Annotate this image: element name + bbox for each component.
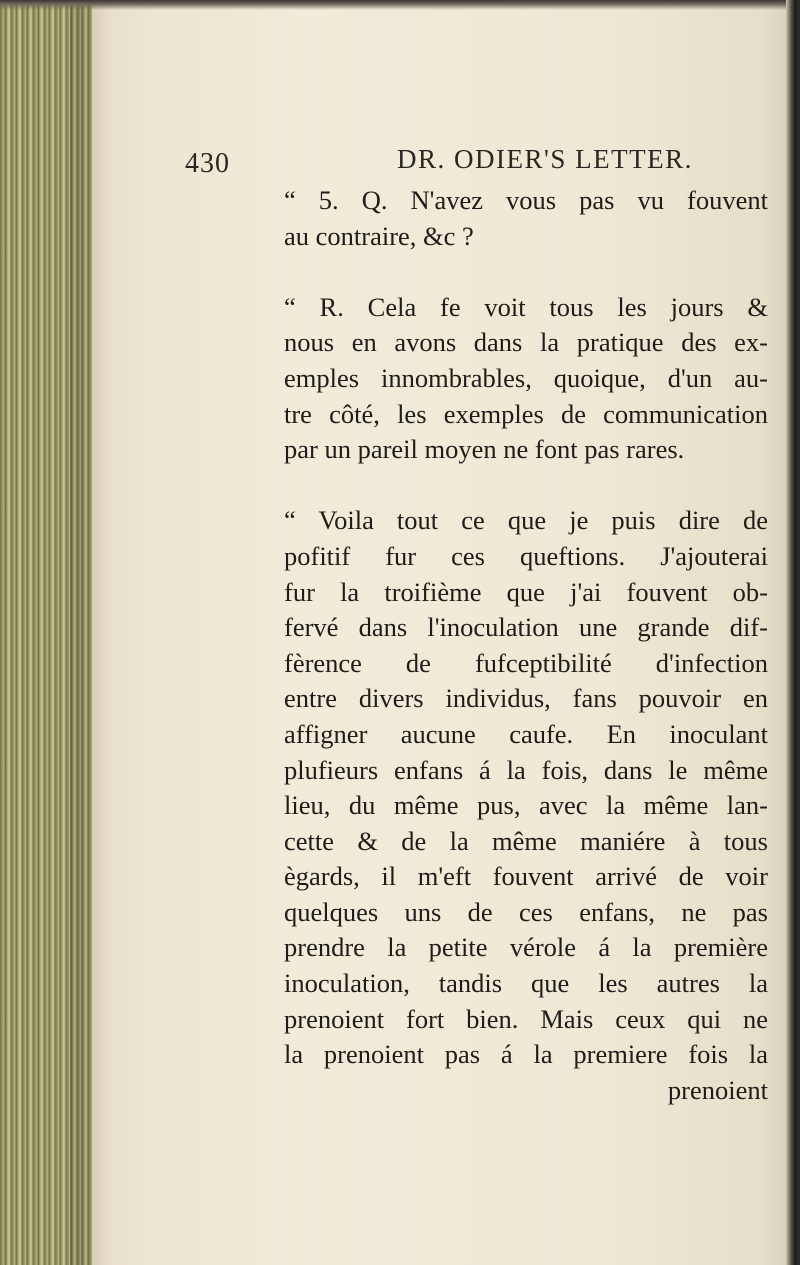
text-line: quelques uns de ces enfans, ne pas <box>284 896 768 927</box>
running-head: DR. ODIER'S LETTER. <box>397 144 693 174</box>
text-line: prenoient fort bien. Mais ceux qui ne <box>284 1003 768 1034</box>
text-line: affigner aucune caufe. En inoculant <box>284 718 768 749</box>
paragraph-response <box>284 290 768 468</box>
text-line: “ Voila tout ce que je puis dire de <box>284 505 768 536</box>
gutter-shadow <box>70 0 110 1265</box>
text-line: entre divers individus, fans pouvoir en <box>284 683 768 714</box>
page-right-edge <box>786 0 800 1265</box>
text-line: “ R. Cela fe voit tous les jours & <box>284 291 768 322</box>
text-line: fervé dans l'inoculation une grande dif- <box>284 612 768 643</box>
text-line: la prenoient pas á la premiere fois la <box>284 1039 768 1070</box>
text-line: nous en avons dans la pratique des ex- <box>284 327 768 358</box>
text-line: fèrence de fufceptibilité d'infection <box>284 647 768 678</box>
body-text <box>284 183 768 1108</box>
text-line: emples innombrables, quoique, d'un au- <box>284 362 768 393</box>
catchword: prenoient <box>667 1074 768 1105</box>
text-line: prendre la petite vérole á la première <box>284 932 768 963</box>
paragraph-question <box>284 183 768 254</box>
paragraph-remarks <box>284 503 768 1073</box>
text-line: “ 5. Q. N'avez vous pas vu fouvent <box>284 185 768 215</box>
text-line: lieu, du même pus, avec la même lan- <box>284 790 768 821</box>
text-line: au contraire, &c ? <box>284 220 474 251</box>
text-line: ègards, il m'eft fouvent arrivé de voir <box>284 861 768 892</box>
text-line: pofitif fur ces queftions. J'ajouterai <box>284 540 768 571</box>
page-top-edge <box>0 0 800 10</box>
text-line: par un pareil moyen ne font pas rares. <box>284 434 685 465</box>
text-line: fur la troifième que j'ai fouvent ob- <box>284 576 768 607</box>
text-line: inoculation, tandis que les autres la <box>284 968 768 999</box>
text-line: tre côté, les exemples de communication <box>284 398 768 429</box>
page-number: 430 <box>185 148 230 179</box>
text-line: plufieurs enfans á la fois, dans le même <box>284 754 768 785</box>
text-line: cette & de la même maniére à tous <box>284 825 768 856</box>
